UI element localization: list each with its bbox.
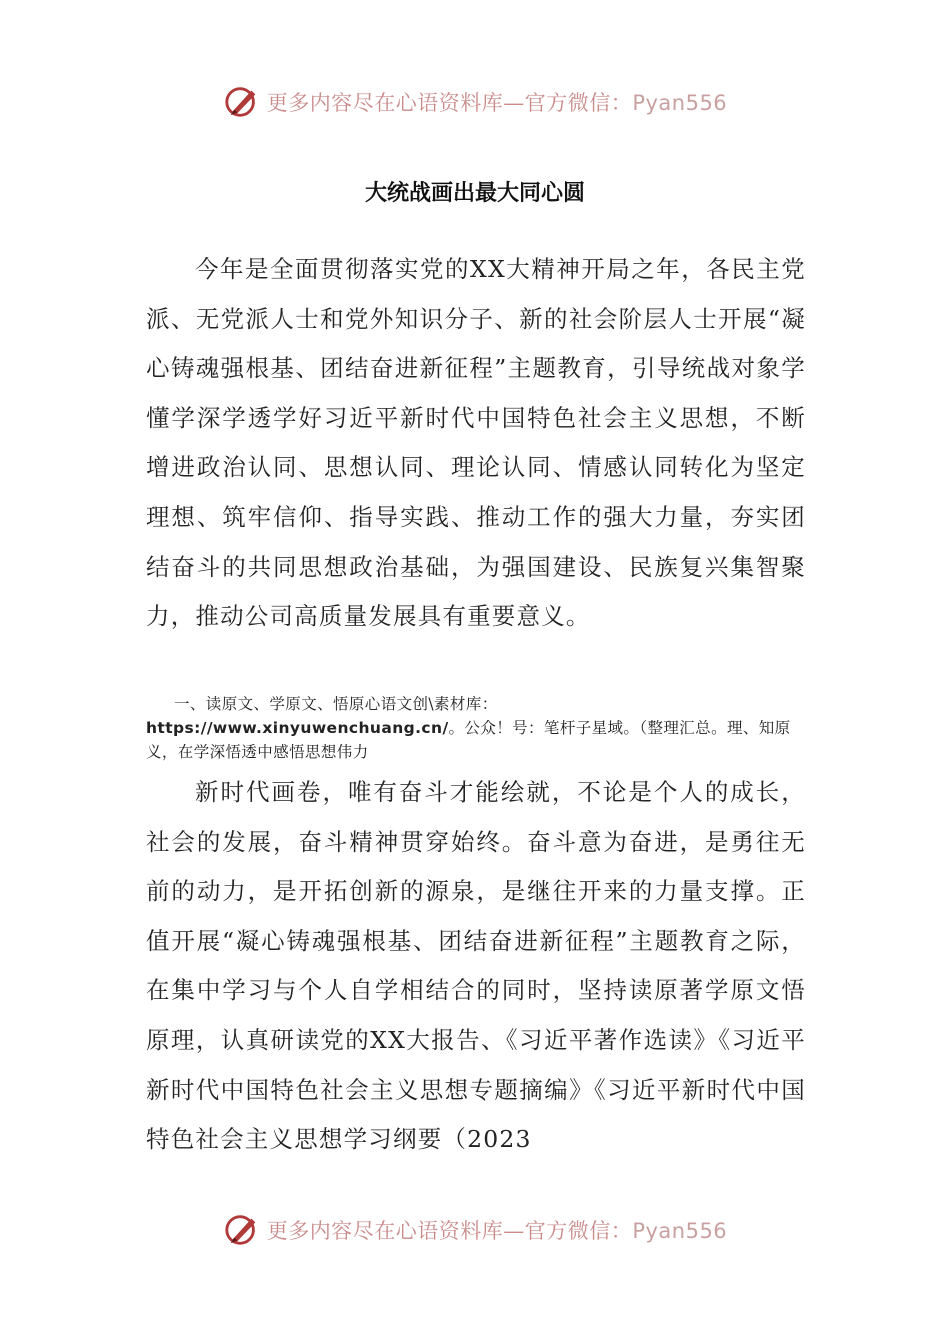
pen-logo-icon bbox=[223, 83, 261, 121]
header-banner bbox=[0, 80, 950, 124]
footer-banner bbox=[0, 1208, 950, 1252]
source-url: https://www.xinyuwenchuang.cn/ bbox=[146, 719, 449, 737]
section-heading-prefix: 一、读原文、学原文、悟原心语文创\素材库： bbox=[174, 695, 498, 713]
header-banner-text: 更多内容尽在心语资料库—官方微信：Pyan556 bbox=[266, 91, 728, 115]
section-heading bbox=[146, 692, 811, 764]
pen-logo-icon bbox=[223, 1211, 261, 1249]
footer-banner-text: 更多内容尽在心语资料库—官方微信：Pyan556 bbox=[266, 1219, 728, 1243]
section-heading-suffix: 。公众！号：笔杆子星域。（整理汇总。理、知原义，在学深悟透中感悟思想伟力 bbox=[146, 719, 791, 761]
paragraph-body: 新时代画卷，唯有奋斗才能绘就，不论是个人的成长，社会的发展，奋斗精神贯穿始终。奋斗意为奋进，是勇往无前的动力，是开拓创新的源泉，是继往开来的力量支撑。正值开展“凝心铸魂强根基、团结奋进新征程”主题教育之际，在集中学习与个人自学相结合的同时，坚持读原著学原文悟原理，认真研读党的XX大报告、《习近平著作选读》《习近平新时代中国特色社会主义思想专题摘编》《习近平新时代中国特色社会主义思想学习纲要（2023 bbox=[146, 778, 806, 1154]
document-title: 大统战画出最大同心圆 bbox=[364, 181, 585, 206]
paragraph-intro: 今年是全面贯彻落实党的XX大精神开局之年，各民主党派、无党派人士和党外知识分子、新的社会阶层人士开展“凝心铸魂强根基、团结奋进新征程”主题教育，引导统战对象学懂学深学透学好习近平新时代中国特色社会主义思想，不断增进政治认同、思想认同、理论认同、情感认同转化为坚定理想、筑牢信仰、指导实践、推动工作的强大力量，夯实团结奋斗的共同思想政治基础，为强国建设、民族复兴集智聚力，推动公司高质量发展具有重要意义。 bbox=[146, 255, 806, 631]
